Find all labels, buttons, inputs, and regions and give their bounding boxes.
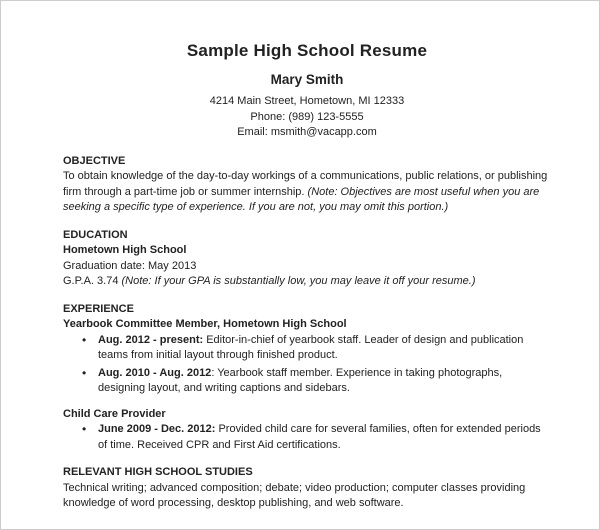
contact-block [63,94,551,141]
objective-text: To obtain knowledge of the day-to-day workings of a communications, public relations, or publishing firm through a part-time job or summer internship. [63,170,548,198]
studies-heading: RELEVANT HIGH SCHOOL STUDIES [63,466,253,478]
education-section [63,228,551,290]
gpa-note: (Note: If your GPA is substantially low, you may leave it off your resume.) [121,275,476,287]
gpa-line [63,274,551,290]
bullet-description: Editor-in-chief of yearbook staff. Leader of design and publication teams from initial layout through finished product. [98,333,524,361]
job-title-childcare: Child Care Provider [63,407,166,420]
job-title-yearbook: Yearbook Committee Member, Hometown High School [63,318,347,330]
email-line: Email: msmith@vacapp.com [237,126,377,138]
objective-section [63,154,551,216]
experience-section [63,302,551,454]
childcare-bullet-list [63,422,551,453]
job-bullet [63,422,551,453]
graduation-date: Graduation date: May 2013 [63,259,197,272]
experience-heading: EXPERIENCE [63,302,134,315]
yearbook-bullet-list [63,333,551,397]
gpa-value: G.P.A. 3.74 [63,275,122,287]
job-bullet [63,366,551,397]
bullet-description: : Yearbook staff member. Experience in taking photographs, designing layout, and writing captions and sidebars. [98,366,503,394]
objective-heading: OBJECTIVE [63,154,126,167]
studies-text: Technical writing; advanced composition; debate; video production; computer classes providing knowledge of word processing, desktop publishing, and web software. [63,481,526,509]
bullet-period: Aug. 2012 - present: [98,333,204,346]
person-name: Mary Smith [270,72,344,87]
studies-section [63,465,551,512]
resume-header [63,39,551,141]
objective-note: (Note: Objectives are most useful when you are seeking a specific type of experience. If you are not, you may omit this portion.) [63,185,540,213]
bullet-description: Provided child care for several families, often for extended periods of time. Received CPR and First Aid certifications. [98,423,541,451]
phone-line: Phone: (989) 123-5555 [250,110,364,123]
school-name: Hometown High School [63,244,187,256]
education-heading: EDUCATION [63,228,128,241]
job-bullet [63,333,551,364]
address-line: 4214 Main Street, Hometown, MI 12333 [209,95,405,107]
page-title: Sample High School Resume [186,41,428,60]
bullet-period: June 2009 - Dec. 2012: [98,423,216,435]
objective-paragraph [63,169,551,216]
bullet-period: Aug. 2010 - Aug. 2012 [98,366,212,379]
